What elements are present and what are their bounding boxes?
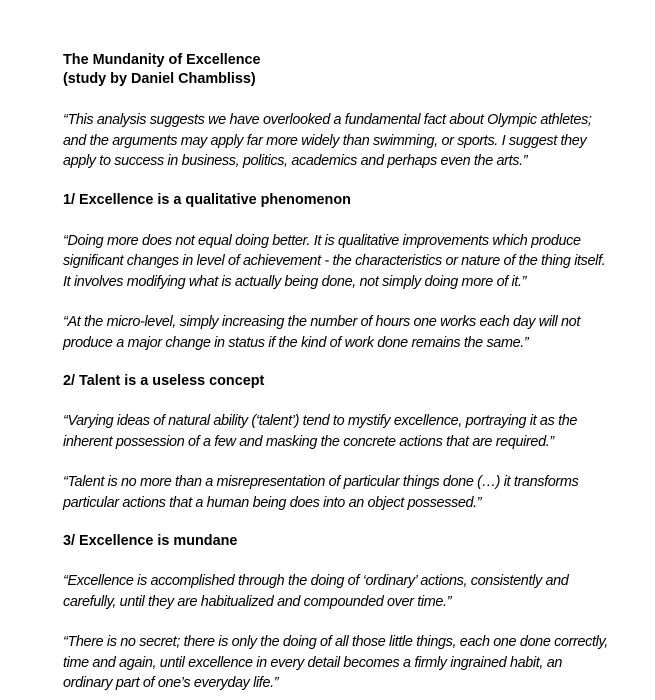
quote-line: “Talent is no more than a misrepresentation of particular things done (…) it transforms (63, 474, 579, 490)
quote-line: carefully, until they are habitualized and compounded over time.” (63, 593, 452, 610)
quote-line: inherent possession of a few and masking the concrete actions that are required.” (63, 433, 554, 450)
section-quote (63, 632, 638, 694)
section-heading: 1/ Excellence is a qualitative phenomenon (63, 191, 351, 208)
quote-line: “There is no secret; there is only the doing of all those little things, each one done correctly, (63, 634, 608, 650)
quote-line: “At the micro-level, simply increasing the number of hours one works each day will not (63, 314, 580, 330)
quote-line: “Excellence is accomplished through the doing of ‘ordinary’ actions, consistently and (63, 573, 569, 589)
section-quote (63, 472, 638, 513)
quote-line: produce a major change in status if the kind of work done remains the same.” (63, 334, 529, 351)
section-quote (63, 312, 638, 353)
document-title (63, 51, 638, 89)
quote-line: particular actions that a human being does into an object possessed.” (63, 494, 482, 511)
section-heading: 3/ Excellence is mundane (63, 533, 238, 549)
quote-line: and the arguments may apply far more widely than swimming, or sports. I suggest they (63, 132, 587, 149)
quote-line: time and again, until excellence in every detail becomes a firmly ingrained habit, an (63, 654, 563, 671)
quote-line: “Varying ideas of natural ability (‘talent’) tend to mystify excellence, portraying it as the (63, 413, 578, 429)
quote-line: It involves modifying what is actually being done, not simply doing more of it.” (63, 273, 527, 290)
document-body (63, 51, 638, 694)
section-heading: 2/ Talent is a useless concept (63, 373, 265, 389)
quote-line: significant changes in level of achievement - the characteristics or nature of the thing itself. (63, 253, 606, 269)
quote-line: apply to success in business, politics, academics and perhaps even the arts.” (63, 153, 528, 169)
section-quote (63, 231, 638, 293)
quote-line: “Doing more does not equal doing better. It is qualitative improvements which produce (63, 232, 581, 249)
intro-quote (63, 110, 638, 172)
section-quote (63, 411, 638, 452)
title-line: The Mundanity of Excellence (63, 52, 261, 68)
quote-line: “This analysis suggests we have overlooked a fundamental fact about Olympic athletes; (63, 112, 592, 128)
subtitle-line: (study by Daniel Chambliss) (63, 71, 256, 87)
quote-line: ordinary part of one’s everyday life.” (63, 675, 279, 691)
section-quote (63, 571, 638, 612)
